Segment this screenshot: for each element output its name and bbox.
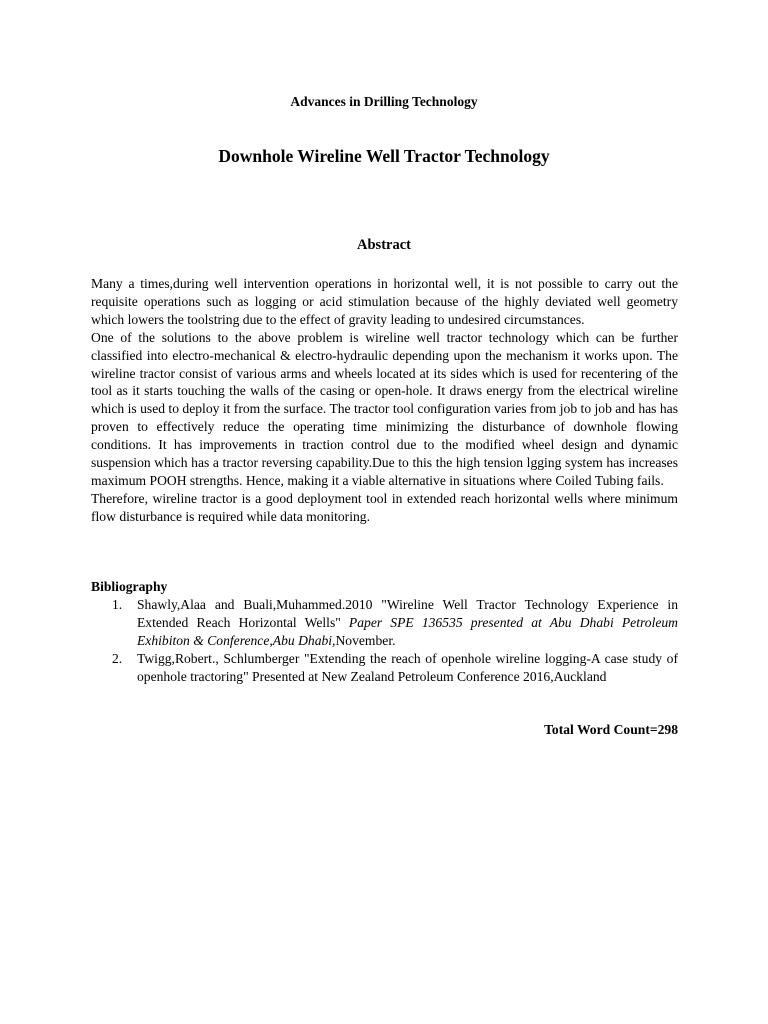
bibliography-entry-1 <box>91 596 678 650</box>
bibliography-entry-2 <box>91 650 678 686</box>
abstract-body <box>91 275 678 526</box>
bibliography-heading: Bibliography <box>91 579 168 594</box>
document-title: Downhole Wireline Well Tractor Technology <box>218 146 550 166</box>
entry-text-end: November. <box>335 632 396 648</box>
course-header: Advances in Drilling Technology <box>290 94 478 109</box>
entry-italic-text: Paper SPE 136535 presented at Abu Dhabi Petroleum Exhibiton & Conference,Abu Dhabi, <box>137 614 678 648</box>
bibliography-section <box>91 578 678 685</box>
entry-text: Twigg,Robert., Schlumberger "Extending the reach of openhole wireline logging-A case study of openhole tractoring" Presented at New Zealand Petroleum Conference 2016,Auckland <box>137 650 678 684</box>
word-count: Total Word Count=298 <box>544 722 678 737</box>
abstract-heading: Abstract <box>357 237 411 253</box>
abstract-paragraph-3: Therefore, wireline tractor is a good deployment tool in extended reach horizontal wells where minimum flow disturbance is required while data monitoring. <box>91 490 678 524</box>
bibliography-list <box>91 596 678 686</box>
abstract-paragraph-1: Many a times,during well intervention operations in horizontal well, it is not possible to carry out the requisite operations such as logging or acid stimulation because of the highly deviated well geometry which lowers the toolstring due to the effect of gravity leading to undesired circumstances. <box>91 276 678 327</box>
abstract-paragraph-2: One of the solutions to the above problem is wireline well tractor technology which can be further classified into electro-mechanical & electro-hydraulic depending upon the mechanism it works upon. The wireline tractor consist of various arms and wheels located at its sides which is used for recentering of the tool as it starts touching the walls of the casing or open-hole. It draws energy from the electrical wireline which is used to deploy it from the surface. The tractor tool configuration varies from job to job and has has proven to effectively reduce the operating time minimizing the disturbance of downhole flowing conditions. It has improvements in traction control due to the modified wheel design and dynamic suspension which has a tractor reversing capability.Due to this the high tension lgging system has increases maximum POOH strengths. Hence, making it a viable alternative in situations where Coiled Tubing fails. <box>91 329 678 488</box>
entry-text: Shawly,Alaa and Buali,Muhammed.2010 "Wireline Well Tractor Technology Experience in Extended Reach Horizontal Wells" <box>137 596 678 630</box>
entry-number: 2. <box>112 650 123 666</box>
entry-number: 1. <box>112 596 123 612</box>
